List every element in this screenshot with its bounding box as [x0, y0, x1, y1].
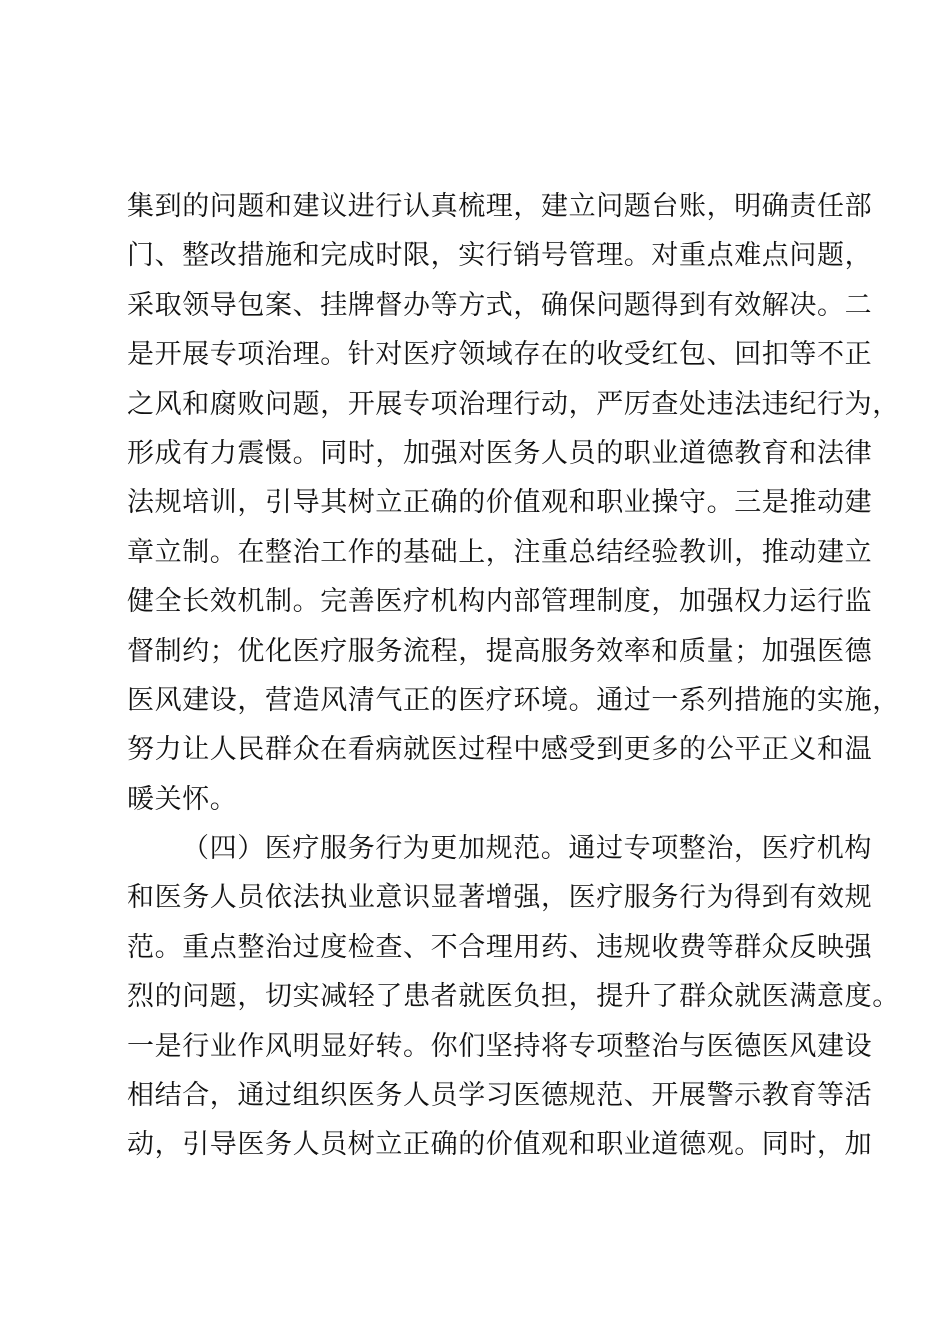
text-line: 相结合，通过组织医务人员学习医德规范、开展警示教育等活 — [127, 1080, 873, 1112]
text-line: 法规培训，引导其树立正确的价值观和职业操守。三是推动建 — [127, 487, 873, 519]
text-line: 采取领导包案、挂牌督办等方式，确保问题得到有效解决。二 — [127, 289, 873, 321]
text-line: 章立制。在整治工作的基础上，注重总结经验教训，推动建立 — [127, 536, 873, 568]
text-line: 动，引导医务人员树立正确的价值观和职业道德观。同时，加 — [127, 1129, 873, 1161]
text-line: 是开展专项治理。针对医疗领域存在的收受红包、回扣等不正 — [127, 339, 873, 371]
text-line: 烈的问题，切实减轻了患者就医负担，提升了群众就医满意度。 — [127, 981, 900, 1013]
text-line: 医风建设，营造风清气正的医疗环境。通过一系列措施的实施， — [127, 684, 900, 716]
text-line: 暖关怀。 — [127, 783, 238, 815]
text-line: 一是行业作风明显好转。你们坚持将专项整治与医德医风建设 — [127, 1030, 873, 1062]
body-text — [127, 182, 900, 1170]
text-line: 范。重点整治过度检查、不合理用药、违规收费等群众反映强 — [127, 931, 873, 963]
section-heading-line: （四）医疗服务行为更加规范。通过专项整治，医疗机构 — [182, 833, 872, 865]
text-line: 和医务人员依法执业意识显著增强，医疗服务行为得到有效规 — [127, 882, 873, 914]
text-line: 门、整改措施和完成时限，实行销号管理。对重点难点问题， — [127, 240, 873, 272]
text-line: 之风和腐败问题，开展专项治理行动，严厉查处违法违纪行为， — [127, 388, 900, 420]
text-line: 努力让人民群众在看病就医过程中感受到更多的公平正义和温 — [127, 734, 873, 766]
text-line: 督制约；优化医疗服务流程，提高服务效率和质量；加强医德 — [127, 635, 873, 667]
text-line: 集到的问题和建议进行认真梳理，建立问题台账，明确责任部 — [127, 191, 873, 222]
text-line: 健全长效机制。完善医疗机构内部管理制度，加强权力运行监 — [127, 586, 873, 618]
text-line: 形成有力震慑。同时，加强对医务人员的职业道德教育和法律 — [127, 437, 873, 469]
